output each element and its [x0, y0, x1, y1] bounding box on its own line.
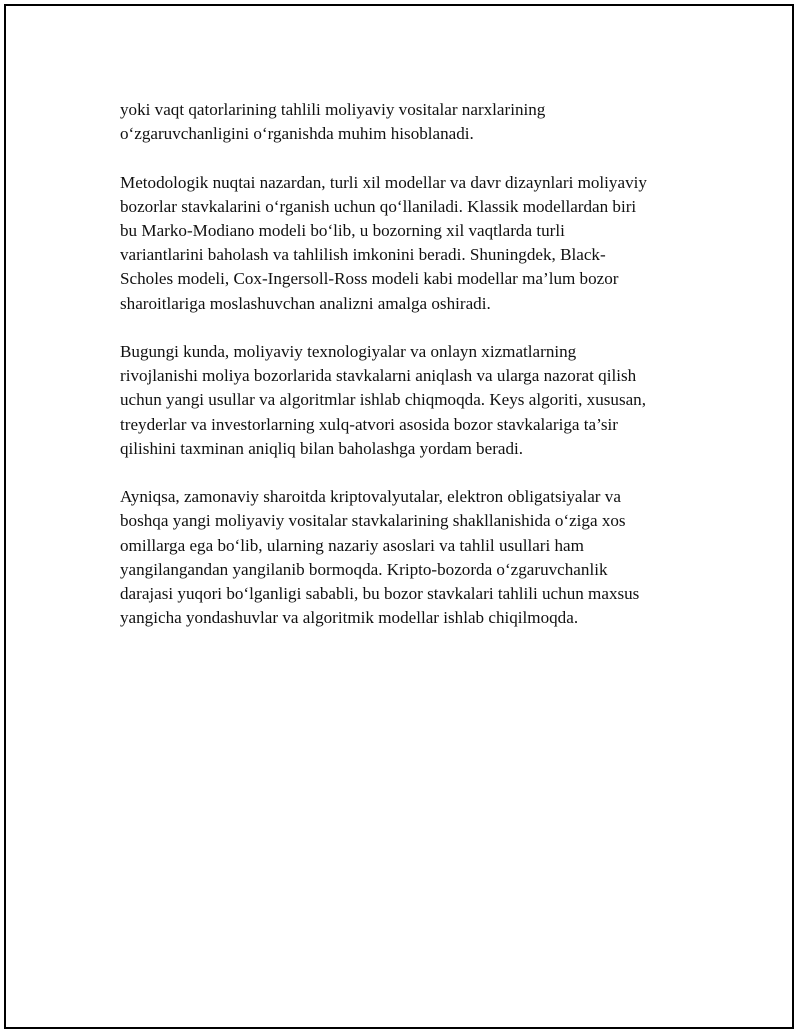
text-line: Metodologik nuqtai nazardan, turli xil modellar va davr dizaynlari moliyaviy: [120, 172, 647, 192]
text-line: uchun yangi usullar va algoritmlar ishlab chiqmoqda. Keys algoriti, xususan,: [120, 390, 647, 410]
text-line: yoki vaqt qatorlarining tahlili moliyaviy vositalar narxlarining: [120, 100, 546, 119]
paragraph-3: [120, 340, 700, 461]
text-line: Scholes modeli, Cox-Ingersoll-Ross modeli kabi modellar ma’lum bozor: [120, 269, 619, 289]
text-line: sharoitlariga moslashuvchan analizni amalga oshiradi.: [120, 293, 491, 313]
text-line: yangilangandan yangilanib bormoqda. Kripto-bozorda o‘zgaruvchanlik: [120, 559, 608, 579]
text-line: variantlarini baholash va tahlilish imkonini beradi. Shuningdek, Black-: [120, 245, 606, 265]
paragraph-2: [120, 171, 700, 316]
text-line: yangicha yondashuvlar va algoritmik modellar ishlab chiqilmoqda.: [120, 608, 579, 628]
paragraph-4: [120, 485, 700, 630]
text-line: Bugungi kunda, moliyaviy texnologiyalar va onlayn xizmatlarning: [120, 342, 577, 361]
text-line: Ayniqsa, zamonaviy sharoitda kriptovalyutalar, elektron obligatsiyalar va: [120, 487, 621, 507]
page-content: [120, 98, 700, 655]
text-line: bozorlar stavkalarini o‘rganish uchun qo‘llaniladi. Klassik modellardan biri: [120, 196, 637, 216]
text-line: o‘zgaruvchanligini o‘rganishda muhim hisoblanadi.: [120, 124, 474, 144]
paragraph-1: [120, 98, 700, 146]
page-frame: [4, 4, 794, 1029]
text-line: bu Marko-Modiano modeli bo‘lib, u bozorning xil vaqtlarda turli: [120, 221, 565, 240]
text-line: boshqa yangi moliyaviy vositalar stavkalarining shakllanishida o‘ziga xos: [120, 511, 626, 531]
text-line: qilishini taxminan aniqliq bilan baholashga yordam beradi.: [120, 438, 524, 458]
text-line: treyderlar va investorlarning xulq-atvori asosida bozor stavkalariga ta’sir: [120, 414, 618, 434]
text-line: darajasi yuqori bo‘lganligi sababli, bu bozor stavkalari tahlili uchun maxsus: [120, 584, 640, 604]
text-line: omillarga ega bo‘lib, ularning nazariy asoslari va tahlil usullari ham: [120, 535, 584, 555]
text-line: rivojlanishi moliya bozorlarida stavkalarni aniqlash va ularga nazorat qilish: [120, 366, 637, 386]
